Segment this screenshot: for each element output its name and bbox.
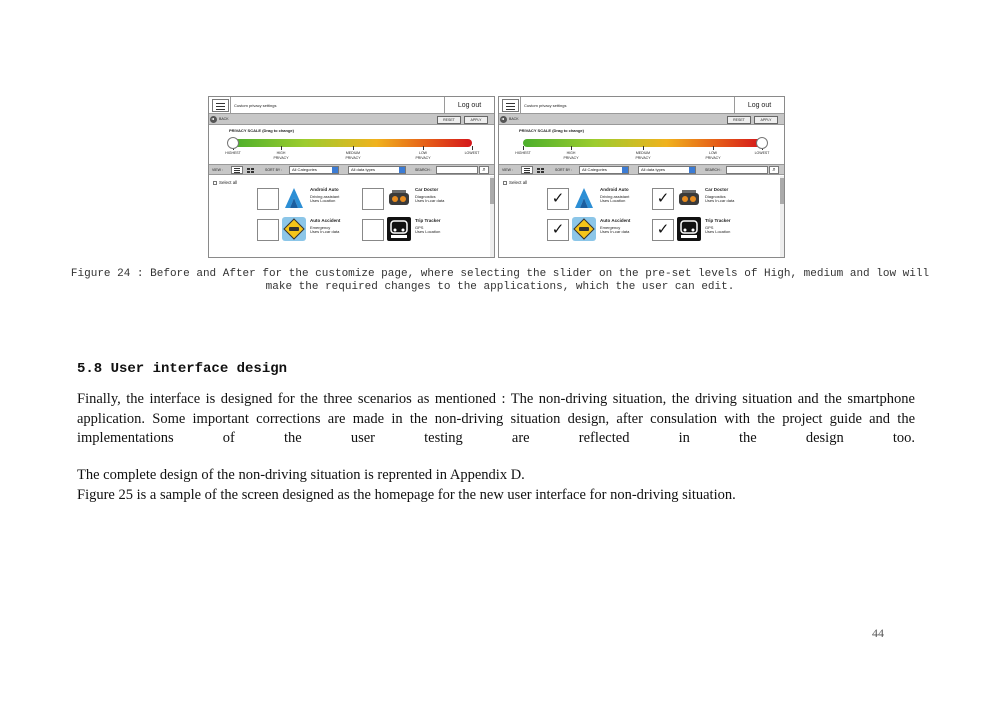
android-auto-icon (572, 186, 596, 210)
app-description: Diagnostics (705, 194, 726, 199)
car-doctor-icon (387, 186, 411, 210)
select-all-checkbox[interactable] (213, 180, 237, 185)
auto-accident-icon (282, 217, 306, 241)
slider-tick (353, 146, 354, 150)
search-input[interactable] (726, 166, 768, 174)
after-mockup-panel (498, 96, 785, 258)
app-item (652, 217, 752, 243)
app-item (652, 186, 752, 212)
app-description: Emergency (310, 225, 331, 230)
app-description: GPS (415, 225, 424, 230)
data-type-select[interactable] (348, 166, 406, 174)
slider-tick (423, 146, 424, 150)
checkbox-icon (503, 181, 507, 185)
privacy-level-label[interactable]: MEDIUM PRIVACY (345, 151, 361, 160)
scrollbar-thumb[interactable] (490, 178, 494, 204)
select-all-checkbox[interactable] (503, 180, 527, 185)
app-name: Trip Tracker (705, 218, 731, 223)
checkbox-icon (213, 181, 217, 185)
trip-tracker-icon (677, 217, 701, 241)
app-checkbox[interactable]: ✓ (547, 219, 569, 241)
mockup-header (499, 97, 784, 114)
sort-by-label: SORT BY : (555, 168, 573, 172)
scrollbar[interactable] (780, 176, 784, 258)
slider-tick (472, 146, 473, 150)
logout-button[interactable]: Log out (734, 97, 784, 114)
auto-accident-icon (572, 217, 596, 241)
caption-line-2: make the required changes to the applications, which the user can edit. (265, 281, 735, 293)
privacy-level-label[interactable]: HIGHEST (225, 151, 241, 155)
back-arrow-icon[interactable] (210, 116, 217, 123)
back-button[interactable]: BACK (509, 117, 519, 121)
list-view-icon[interactable] (521, 166, 533, 174)
app-data-usage: Uses In-car data (415, 198, 445, 203)
section-heading: 5.8 User interface design (77, 361, 288, 377)
page-number: 44 (872, 626, 884, 640)
hamburger-menu-icon[interactable] (502, 99, 519, 112)
app-item (362, 217, 462, 243)
app-data-usage: Uses Location (310, 198, 336, 203)
trip-tracker-icon (387, 217, 411, 241)
mockup-toolbar (209, 114, 494, 125)
privacy-level-label[interactable]: LOW PRIVACY (415, 151, 431, 160)
slider-tick (281, 146, 282, 150)
app-item (257, 186, 357, 212)
grid-view-icon[interactable] (247, 168, 254, 173)
category-select[interactable] (579, 166, 629, 174)
slider-tick (523, 146, 524, 150)
apply-button[interactable]: APPLY (754, 116, 778, 124)
app-checkbox[interactable]: ✓ (547, 188, 569, 210)
app-checkbox[interactable] (257, 219, 279, 241)
app-description: Driving assistant (310, 194, 340, 199)
paragraph-3: Figure 25 is a sample of the screen designed as the homepage for the new user interface for non-driving situation. (77, 487, 736, 503)
car-doctor-icon (677, 186, 701, 210)
chevron-down-icon (622, 167, 628, 173)
scrollbar-thumb[interactable] (780, 178, 784, 204)
chevron-down-icon (332, 167, 338, 173)
mockup-toolbar (499, 114, 784, 125)
privacy-scale-label: PRIVACY SCALE (Drag to change) (519, 128, 584, 133)
app-description: Driving assistant (600, 194, 630, 199)
search-icon[interactable]: ⌕ (479, 166, 489, 174)
privacy-slider-knob[interactable] (227, 137, 239, 149)
logout-button[interactable]: Log out (444, 97, 494, 114)
privacy-level-label[interactable]: HIGH PRIVACY (273, 151, 289, 160)
scrollbar[interactable] (490, 176, 494, 258)
privacy-level-label[interactable]: HIGHEST (515, 151, 531, 155)
data-type-select-value: All data types (641, 167, 666, 172)
app-name: Auto Accident (600, 218, 631, 223)
select-all-label: Select all (219, 180, 238, 185)
select-all-label: Select all (509, 180, 528, 185)
sort-by-label: SORT BY : (265, 168, 283, 172)
before-mockup-panel (208, 96, 495, 258)
chevron-down-icon (399, 167, 405, 173)
app-data-usage: Uses Location (705, 229, 731, 234)
category-select-value: All Categories (582, 167, 607, 172)
chevron-down-icon (689, 167, 695, 173)
mockup-title: Custom privacy settings (230, 97, 445, 114)
filter-bar (209, 164, 494, 175)
privacy-level-label[interactable]: LOW PRIVACY (705, 151, 721, 160)
slider-tick (571, 146, 572, 150)
privacy-scale-label: PRIVACY SCALE (Drag to change) (229, 128, 294, 133)
filter-bar (499, 164, 784, 175)
paragraph-2: The complete design of the non-driving situation is reprented in Appendix D. (77, 467, 525, 483)
app-name: Android Auto (600, 187, 629, 192)
app-description: GPS (705, 225, 714, 230)
search-label: SEARCH : (705, 168, 722, 172)
android-auto-icon (282, 186, 306, 210)
app-data-usage: Uses Location (415, 229, 441, 234)
app-description: Emergency (600, 225, 621, 230)
back-button[interactable]: BACK (219, 117, 229, 121)
app-data-usage: Uses In-car data (705, 198, 735, 203)
app-name: Car Doctor (705, 187, 729, 192)
app-item (547, 217, 647, 243)
paragraph-1: Finally, the interface is designed for the three scenarios as mentioned : The non-driving situation, the driving situation and the smartphone application. Some important corrections are made in the non-driving situation design, after consulation with the project guide and the implementations of the user testing are reflected in the design too. (77, 391, 915, 446)
app-name: Auto Accident (310, 218, 341, 223)
search-icon[interactable]: ⌕ (769, 166, 779, 174)
app-name: Car Doctor (415, 187, 439, 192)
app-description: Diagnostics (415, 194, 436, 199)
mockup-header (209, 97, 494, 114)
app-checkbox[interactable]: ✓ (652, 188, 674, 210)
grid-view-icon[interactable] (537, 168, 544, 173)
category-select[interactable] (289, 166, 339, 174)
reset-button[interactable]: RESET (437, 116, 461, 124)
app-data-usage: Uses Location (600, 198, 626, 203)
app-name: Trip Tracker (415, 218, 441, 223)
mockup-title: Custom privacy settings (520, 97, 735, 114)
reset-button[interactable]: RESET (727, 116, 751, 124)
app-checkbox[interactable] (362, 219, 384, 241)
app-data-usage: Uses In-car data (310, 229, 340, 234)
back-arrow-icon[interactable] (500, 116, 507, 123)
data-type-select[interactable] (638, 166, 696, 174)
app-checkbox[interactable] (362, 188, 384, 210)
app-checkbox[interactable] (257, 188, 279, 210)
app-item (257, 217, 357, 243)
app-checkbox[interactable]: ✓ (652, 219, 674, 241)
app-item (547, 186, 647, 212)
list-view-icon[interactable] (231, 166, 243, 174)
caption-line-1: Figure 24 : Before and After for the customize page, where selecting the slider on the pre-set levels of High, medium and low will (70, 268, 930, 280)
apply-button[interactable]: APPLY (464, 116, 488, 124)
app-data-usage: Uses In-car data (600, 229, 630, 234)
privacy-slider-knob[interactable] (756, 137, 768, 149)
privacy-level-label[interactable]: HIGH PRIVACY (563, 151, 579, 160)
slider-tick (713, 146, 714, 150)
figure-caption (70, 268, 930, 294)
view-label: VIEW : (502, 168, 513, 172)
hamburger-menu-icon[interactable] (212, 99, 229, 112)
app-item (362, 186, 462, 212)
category-select-value: All Categories (292, 167, 317, 172)
view-label: VIEW : (212, 168, 223, 172)
privacy-level-label[interactable]: LOWEST (464, 151, 480, 155)
privacy-level-label[interactable]: MEDIUM PRIVACY (635, 151, 651, 160)
slider-tick (643, 146, 644, 150)
data-type-select-value: All data types (351, 167, 376, 172)
privacy-level-label[interactable]: LOWEST (754, 151, 770, 155)
app-name: Android Auto (310, 187, 339, 192)
search-label: SEARCH : (415, 168, 432, 172)
search-input[interactable] (436, 166, 478, 174)
